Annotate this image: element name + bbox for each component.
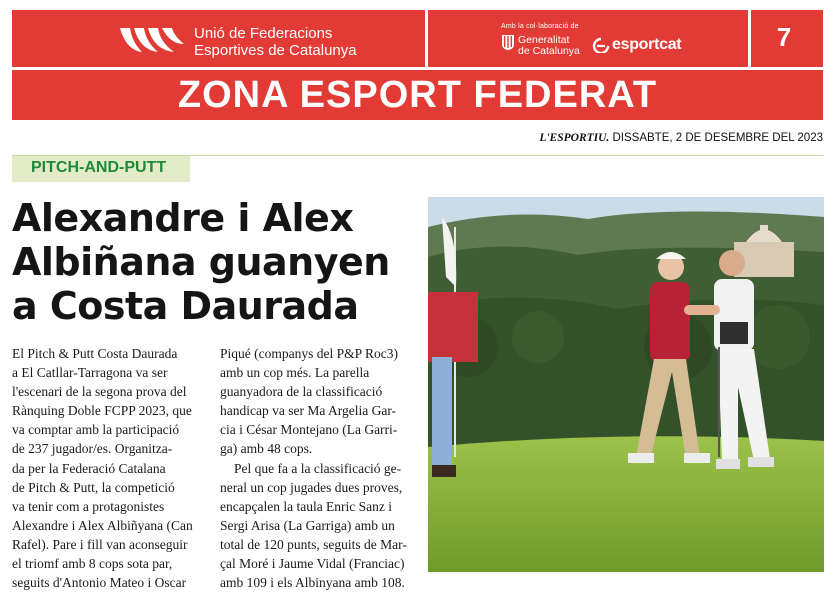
body-line: Rànquing Doble FCPP 2023, que	[12, 403, 192, 419]
body-line: Alexandre i Alex Albiñyana (Can	[12, 517, 193, 533]
generalitat-line2: de Catalunya	[518, 44, 580, 57]
body-line: amb 109 i els Albinyana amb 108.	[220, 575, 405, 591]
zone-title: ZONA ESPORT FEDERAT	[177, 74, 658, 116]
header-divider	[425, 10, 428, 67]
body-line: amb un cop més. La parella	[220, 365, 370, 381]
body-line: seguits d'Antonio Mateo i Oscar	[12, 575, 187, 591]
esportcat-logo-text: esportcat	[612, 36, 682, 53]
body-line: va comptar amb la participació	[12, 422, 180, 438]
page-number: 7	[776, 22, 792, 52]
article-body-column-1	[12, 344, 212, 592]
body-line: Sergi Arisa (La Garriga) amb un	[220, 517, 395, 533]
body-line: a El Catllar-Tarragona va ser	[12, 365, 168, 381]
body-line: el triomf amb 8 cops sota par,	[12, 556, 173, 572]
body-line: de Pitch & Putt, la competició	[12, 479, 175, 495]
headline-line: a Costa Daurada	[12, 284, 359, 328]
article-headline	[12, 196, 417, 328]
headline-line: Alexandre i Alex	[12, 196, 354, 240]
body-line: El Pitch & Putt Costa Daurada	[12, 346, 178, 361]
body-line: ga) amb 48 cops.	[220, 441, 313, 457]
generalitat-name	[518, 35, 580, 56]
esportcat-swirl-icon	[592, 37, 610, 53]
generalitat-shield-icon	[502, 35, 514, 50]
federation-name	[194, 25, 357, 59]
body-line: Pel que fa a la classificació ge-	[234, 460, 402, 476]
ufec-logo-icon	[116, 22, 186, 56]
body-line: de 237 jugador/es. Organitza-	[12, 441, 173, 457]
body-line: neral un cop jugades dues proves,	[220, 479, 403, 495]
federation-name-line2: Esportives de Catalunya	[194, 42, 357, 59]
section-label: PITCH-AND-PUTT	[31, 159, 167, 176]
body-line: Rafel). Pare i fill van aconseguir	[12, 536, 188, 552]
generalitat-line1: Generalitat	[518, 34, 570, 46]
body-line: va tenir com a protagonistes	[12, 498, 165, 514]
body-line: l'escenari de la segona prova del	[12, 384, 187, 400]
headline-line: Albiñana guanyen	[12, 240, 390, 284]
article-body-column-2	[220, 344, 420, 592]
newspaper-name: L'ESPORTIU.	[539, 132, 610, 144]
body-line: da per la Federació Catalana	[12, 460, 166, 476]
body-line: total de 120 punts, seguits de Mar-	[220, 536, 407, 552]
publication-date: DISSABTE, 2 DE DESEMBRE DEL 2023	[612, 132, 823, 144]
federation-name-line1: Unió de Federacions	[194, 25, 333, 42]
body-line: cia i César Montejano (La Garri-	[220, 422, 398, 438]
body-line: Piqué (companys del P&P Roc3)	[220, 346, 398, 361]
dateline	[539, 132, 823, 144]
collaboration-label: Amb la col·laboració de	[501, 23, 579, 30]
body-line: çal Moré i Jaume Vidal (Franciac)	[220, 556, 405, 572]
article-photo	[428, 197, 824, 572]
body-line: guanyadora de la classificació	[220, 384, 383, 400]
body-line: encapçalen la taula Enric Sanz i	[220, 498, 393, 514]
header-divider	[748, 10, 751, 67]
body-line: handicap va ser Ma Argelia Gar-	[220, 403, 397, 419]
